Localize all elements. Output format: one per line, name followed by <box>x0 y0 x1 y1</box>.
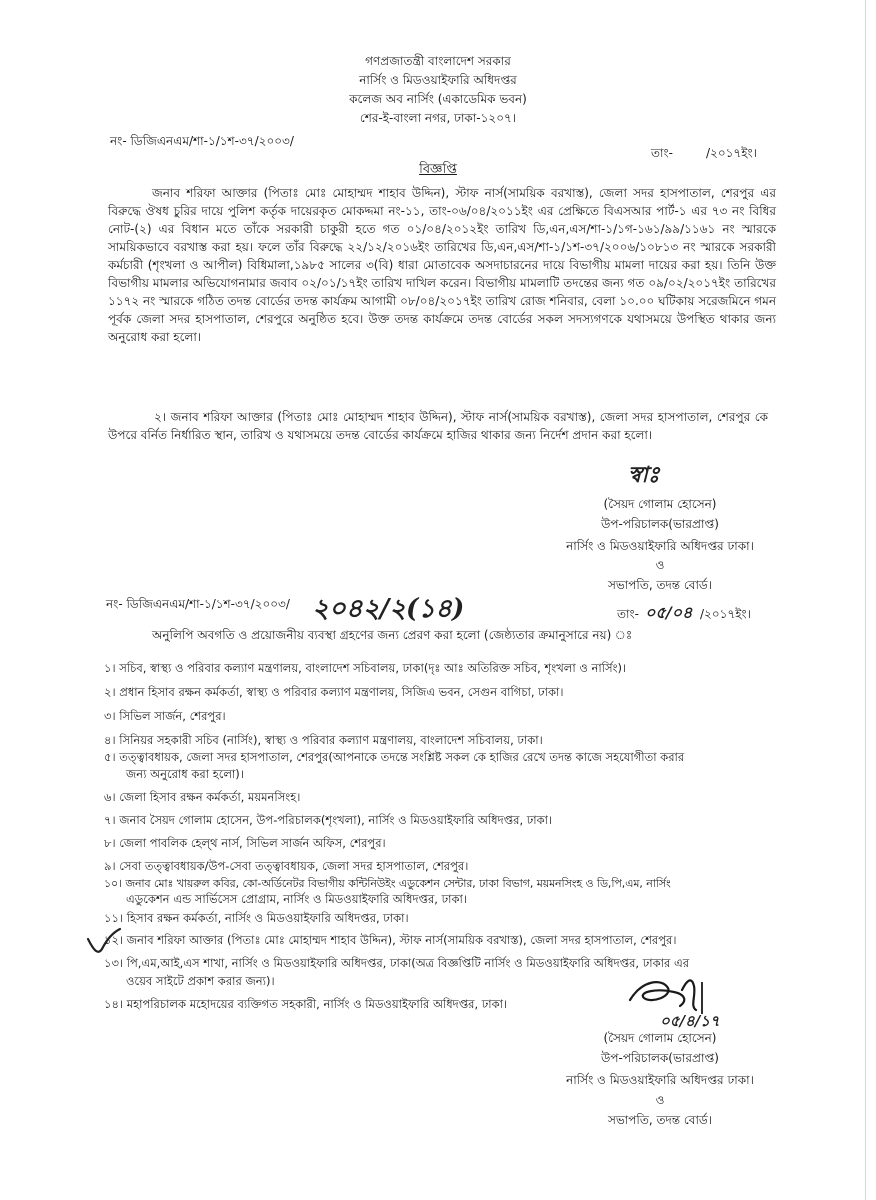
copy-intro: অনুলিপি অবগতি ও প্রয়োজনীয় ব্যবস্থা গ্রহণের জন্য প্রেরণ করা হলো (জেষ্ঠ্যতার ক্রমানুসারে নয়) ঃ <box>152 628 633 642</box>
copy-item: ১। সচিব, স্বাস্থ্য ও পরিবার কল্যাণ মন্ত্রণালয়, বাংলাদেশ সচিবালয়, ঢাকা(দৃঃ আঃ অতিরিক্ত সচিব, শৃংখলা ও নার্সিং)। <box>104 661 627 675</box>
signatory-2-role: সভাপতি, তদন্ত বোর্ড। <box>607 1113 713 1127</box>
header-line-2: নার্সিং ও মিডওয়াইফারি অধিদপ্তর <box>359 73 517 87</box>
signatory-designation: উপ-পরিচালক(ভারপ্রাপ্ত) <box>601 517 719 531</box>
memo-number-2: নং- ডিজিএনএম/শা-১/১শ-৩৭/২০০৩/ <box>106 597 290 611</box>
notice-paragraph-1: জনাব শরিফা আক্তার (পিতাঃ মোঃ মোহাম্মদ শাহাব উদ্দিন), স্টাফ নার্স(সাময়িক বরখাস্ত), জেলা সদর হাসপাতাল, শেরপুর এর বিরুদ্ধে ঔষধ চুরির দায়ে পুলিশ কর্তৃক দায়েরকৃত মোকদ্দমা নং-১১, তাং-০৬/০৪/২০১১ইং এর প্রেক্ষিতে বিএসআর পার্ট-১ এর ৭৩ নং বিধির নোট-(২) এর বিধান মতে তাঁকে সরকারী চাকুরী হতে গত ০১/০৪/২০১২ইং তারিখ ডি,এন,এস/শা-১/১গ-১৬১/৯৯/১১৬১ নং স্মারকে সাময়িকভাবে বরখাস্ত করা হয়। ফলে তাঁর বিরুদ্ধে ২২/১২/২০১৬ইং তারিখের ডি,এন,এস/শা-১/১শ-৩৭/২০০৬/১০৮১৩ নং স্মারকে সরকারী কর্মচারী (শৃংখলা ও আপীল) বিধিমালা,১৯৮৫ সালের ৩(বি) ধারা মোতাবেক অসদাচারনের দায়ে বিভাগীয় মামলা দায়ের করা হয়। তিনি উক্ত বিভাগীয় মামলার অভিযোগনামার জবাব ০২/০১/১৭ইং তারিখ দাখিল করেন। বিভাগীয় মামলাটি তদন্তের জন্য গত ০৯/০২/২০১৭ইং তারিখের ১১৭২ নং স্মারকে গঠিত তদন্ত বোর্ডের তদন্ত কার্যক্রম আগামী ০৮/০৪/২০১৭ইং তারিখ রোজ শনিবার, বেলা ১০.০০ ঘটিকায় সরেজমিনে গমন পূর্বক জেলা সদর হাসপাতাল, শেরপুরে অনুষ্ঠিত হবে। উক্ত তদন্ত কার্যক্রমে তদন্ত বোর্ডের সকল সদস্যগণকে যথাসময়ে উপস্থিত থাকার জন্য অনুরোধ করা হলো। <box>108 186 776 344</box>
copy-item-continuation: জন্য অনুরোধ করা হলো)। <box>126 767 244 781</box>
copy-item: ৩। সিভিল সার্জন, শেরপুর। <box>104 709 226 723</box>
copy-item: ৭। জনাব সৈয়দ গোলাম হোসেন, উপ-পরিচালক(শৃংখলা), নার্সিং ও মিডওয়াইফারি অধিদপ্তর, ঢাকা। <box>104 813 553 827</box>
date-value: /২০১৭ইং। <box>706 146 757 160</box>
header-line-4: শের-ই-বাংলা নগর, ঢাকা-১২০৭। <box>359 111 517 125</box>
signature-date-handwritten: ০৫/৪/১৭ <box>660 1012 720 1030</box>
copy-item: ৬। জেলা হিসাব রক্ষন কর্মকর্তা, ময়মনসিংহ। <box>104 790 301 804</box>
date-2-label: তাং- <box>617 607 639 621</box>
signatory-2-and: ও <box>655 1093 665 1107</box>
notice-title: বিজ্ঞপ্তি <box>419 162 457 177</box>
copy-item-continuation: এডুকেশন এন্ড সার্ভিসেস প্রোগ্রাম, নার্সিং ও মিডওয়াইফারি অধিদপ্তর, ঢাকা। <box>126 892 467 906</box>
header-line-1: গণপ্রজাতন্ত্রী বাংলাদেশ সরকার <box>365 54 511 68</box>
copy-item: ৫। তত্ত্বাবধায়ক, জেলা সদর হাসপাতাল, শেরপুর(আপনাকে তদন্তে সংশ্লিষ্ট সকল কে হাজির রেখে তদন্ত কাজে সহযোগীতা করার <box>104 750 685 764</box>
header-line-3: কলেজ অব নার্সিং (একাডেমিক ভবন) <box>349 92 527 106</box>
signatory-2-designation: উপ-পরিচালক(ভারপ্রাপ্ত) <box>601 1051 719 1065</box>
signatory-2-office: নার্সিং ও মিডওয়াইফারি অধিদপ্তর ঢাকা। <box>566 1073 754 1087</box>
signatory-and: ও <box>655 558 665 572</box>
signatory-name: (সৈয়দ গোলাম হোসেন) <box>603 497 717 511</box>
copy-item: ২। প্রধান হিসাব রক্ষন কর্মকর্তা, স্বাস্থ্য ও পরিবার কল্যাণ মন্ত্রণালয়, সিজিএ ভবন, সেগুন বাগিচা, ঢাকা। <box>104 685 564 699</box>
signatory-2-name: (সৈয়দ গোলাম হোসেন) <box>603 1031 717 1045</box>
copy-item: ৪। সিনিয়র সহকারী সচিব (নার্সিং), স্বাস্থ্য ও পরিবার কল্যাণ মন্ত্রণালয়, বাংলাদেশ সচিবালয়, ঢাকা। <box>104 733 543 747</box>
copy-item: ১১। হিসাব রক্ষন কর্মকর্তা, নার্সিং ও মিডওয়াইফারি অধিদপ্তর, ঢাকা। <box>104 911 409 925</box>
date-2-handwritten: ০৫/০৪ <box>645 603 693 622</box>
memo-number-handwritten: ২০৪২/২(১৪) <box>312 594 465 624</box>
copy-item: ১২। জনাব শরিফা আক্তার (পিতাঃ মোঃ মোহাম্মদ শাহাব উদ্দিন), স্টাফ নার্স(সাময়িক বরখাস্ত), জেলা সদর হাসপাতাল, শেরপুর। <box>104 933 677 947</box>
copy-item: ১৪। মহাপরিচালক মহোদয়ের ব্যক্তিগত সহকারী, নার্সিং ও মিডওয়াইফারি অধিদপ্তর, ঢাকা। <box>104 997 508 1011</box>
copy-item: ১০। জনাব মোঃ খায়রুল কবির, কো-অর্ডিনেটর বিভাগীয় কন্টিনিউইং এডুকেশন সেন্টার, ঢাকা বিভাগ, ময়মনসিংহ ও ডি,পি,এম, নার্সিং <box>104 877 671 890</box>
memo-number: নং- ডিজিএনএম/শা-১/১শ-৩৭/২০০৩/ <box>110 134 294 148</box>
copy-item-continuation: ওয়েব সাইটে প্রকাশ করার জন্য)। <box>126 974 275 988</box>
handwritten-tick-mark <box>84 925 124 959</box>
signatory-office: নার্সিং ও মিডওয়াইফারি অধিদপ্তর ঢাকা। <box>566 539 754 553</box>
copy-item: ৯। সেবা তত্ত্বাবধায়ক/উপ-সেবা তত্ত্বাবধায়ক, জেলা সদর হাসপাতাল, শেরপুর। <box>104 859 469 873</box>
signature-initial: স্বাঃ <box>628 462 660 488</box>
copy-item: ৮। জেলা পাবলিক হেল্‌থ নার্স, সিভিল সার্জন অফিস, শেরপুর। <box>104 836 386 850</box>
date-2-value: /২০১৭ইং। <box>700 607 751 621</box>
signatory-role: সভাপতি, তদন্ত বোর্ড। <box>607 578 713 592</box>
date-label: তাং- <box>651 146 673 160</box>
copy-item: ১৩। পি,এম,আই,এস শাখা, নার্সিং ও মিডওয়াইফারি অধিদপ্তর, ঢাকা(অত্র বিজ্ঞপ্তিটি নার্সিং ও মিডওয়াইফারি অধিদপ্তর, ঢাকার এর <box>104 956 690 970</box>
notice-paragraph-2: ২। জনাব শরিফা আক্তার (পিতাঃ মোঃ মোহাম্মদ শাহাব উদ্দিন), স্টাফ নার্স(সাময়িক বরখাস্ত), জেলা সদর হাসপাতাল, শেরপুর কে উপরে বর্নিত নির্ধারিত স্থান, তারিখ ও যথাসময়ে তদন্ত বোর্ডের কার্যক্রমে হাজির থাকার জন্য নির্দেশ প্রদান করা হলো। <box>108 410 768 442</box>
